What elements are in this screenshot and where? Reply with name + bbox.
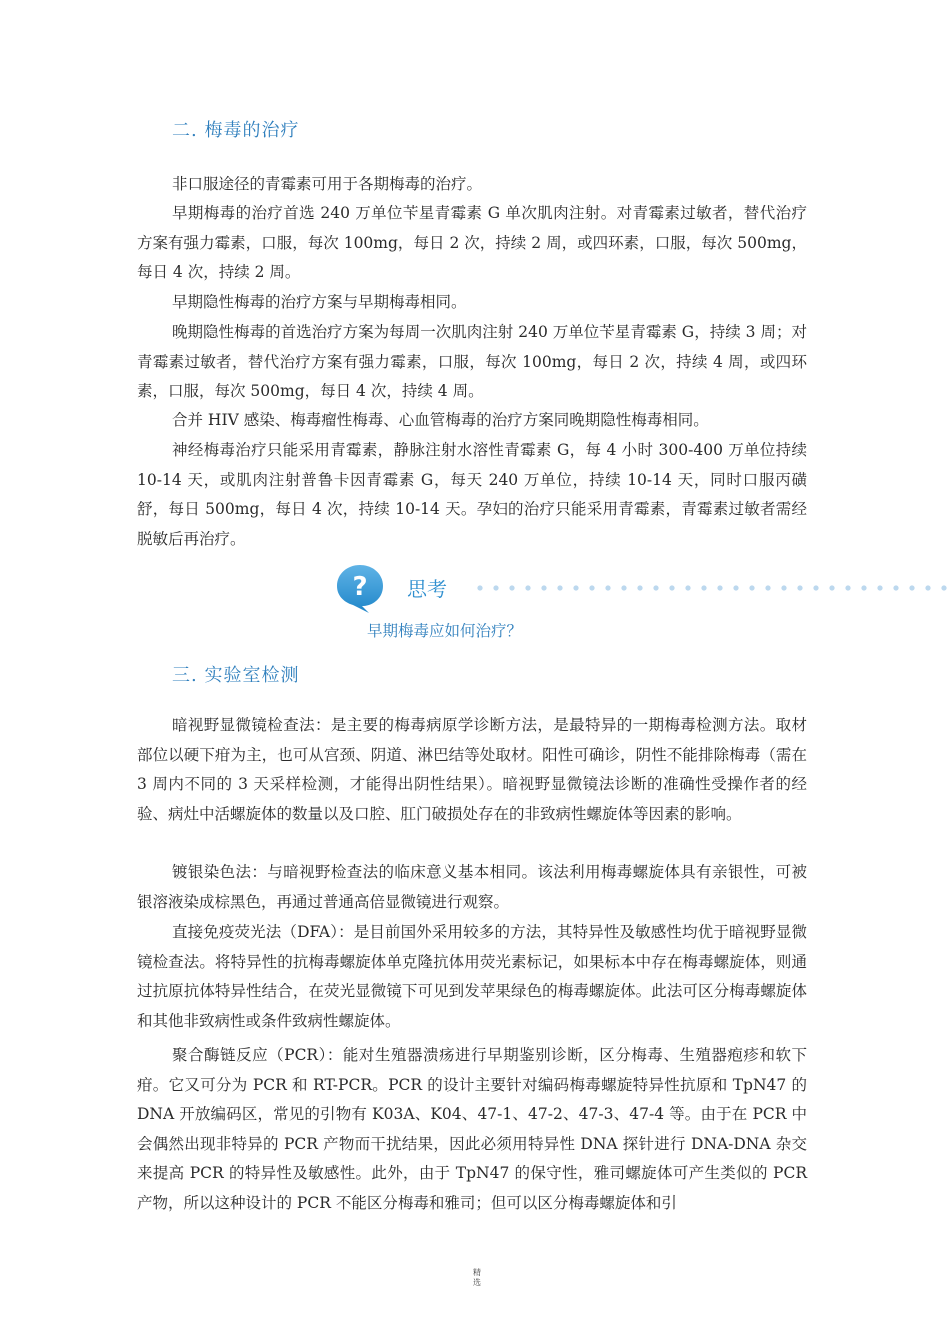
paragraph: 暗视野显微镜检查法：是主要的梅毒病原学诊断方法，是最特异的一期梅毒检测方法。取材部位以硬下疳为主，也可从宫颈、阴道、淋巴结等处取材。阳性可确诊，阴性不能排除梅毒（需在 3 周内不同的 3 天采样检测，才能得出阴性结果）。暗视野显微镜法诊断的准确性受操作者的经验、病灶中活螺旋体的数量以及口腔、肛门破损处存在的非致病性螺旋体等因素的影响。 xyxy=(137,716,807,823)
paragraph: 聚合酶链反应（PCR）：能对生殖器溃疡进行早期鉴别诊断，区分梅毒、生殖器疱疹和软下疳。它又可分为 PCR 和 RT-PCR。PCR 的设计主要针对编码梅毒螺旋特异性抗原和 TpN47 的 DNA 开放编码区，常见的引物有 K03A、K04、47-1、47-2、47-3、47-4 等。由于在 PCR 中会偶然出现非特异的 PCR 产物而干扰结果，因此必须用特异性 DNA 探针进行 DNA-DNA 杂交来提高 PCR 的特异性及敏感性。此外，由于 TpN47 的保守性，雅司螺旋体可产生类似的 PCR 产物，所以这种设计的 PCR 不能区分梅毒和雅司；但可以区分梅毒螺旋体和引 xyxy=(137,1046,807,1212)
paragraph: 早期梅毒的治疗首选 240 万单位苄星青霉素 G 单次肌肉注射。对青霉素过敏者，替代治疗方案有强力霉素，口服，每次 100mg，每日 2 次，持续 2 周，或四环素，口服，每次 500mg，每日 4 次，持续 2 周。 xyxy=(137,204,807,281)
paragraph: 镀银染色法：与暗视野检查法的临床意义基本相同。该法利用梅毒螺旋体具有亲银性，可被银溶液染成棕黑色，再通过普通高倍显微镜进行观察。 xyxy=(137,863,807,911)
section-heading-treatment: 二. 梅毒的治疗 xyxy=(172,120,300,141)
think-box xyxy=(335,563,950,643)
page-footer xyxy=(470,1268,484,1288)
footer-line: 选 xyxy=(473,1278,481,1287)
dotted-divider xyxy=(472,585,950,591)
paragraph: 早期隐性梅毒的治疗方案与早期梅毒相同。 xyxy=(172,293,467,311)
footer-line: 精 xyxy=(473,1268,481,1277)
paragraph: 合并 HIV 感染、梅毒瘤性梅毒、心血管梅毒的治疗方案同晚期隐性梅毒相同。 xyxy=(172,411,709,429)
svg-text:?: ? xyxy=(352,572,368,602)
think-label: 思考 xyxy=(407,577,447,601)
think-question: 早期梅毒应如何治疗？ xyxy=(367,622,523,640)
section-heading-lab-tests: 三. 实验室检测 xyxy=(172,665,300,686)
question-bubble-icon xyxy=(335,563,385,615)
paragraph: 非口服途径的青霉素可用于各期梅毒的治疗。 xyxy=(172,175,483,193)
paragraph: 晚期隐性梅毒的首选治疗方案为每周一次肌肉注射 240 万单位苄星青霉素 G，持续 3 周；对青霉素过敏者，替代治疗方案有强力霉素，口服，每次 100mg，每日 2 次，持续 4 周，或四环素，口服，每次 500mg，每日 4 次，持续 4 周。 xyxy=(137,323,807,400)
paragraph: 神经梅毒治疗只能采用青霉素，静脉注射水溶性青霉素 G，每 4 小时 300-400 万单位持续 10-14 天，或肌肉注射普鲁卡因青霉素 G，每天 240 万单位，持续 10-14 天，同时口服丙磺舒，每日 500mg，每日 4 次，持续 10-14 天。孕妇的治疗只能采用青霉素，青霉素过敏者需经脱敏后再治疗。 xyxy=(137,441,807,548)
paragraph: 直接免疫荧光法（DFA）：是目前国外采用较多的方法，其特异性及敏感性均优于暗视野显微镜检查法。将特异性的抗梅毒螺旋体单克隆抗体用荧光素标记，如果标本中存在梅毒螺旋体，则通过抗原抗体特异性结合，在荧光显微镜下可见到发苹果绿色的梅毒螺旋体。此法可区分梅毒螺旋体和其他非致病性或条件致病性螺旋体。 xyxy=(137,923,807,1030)
